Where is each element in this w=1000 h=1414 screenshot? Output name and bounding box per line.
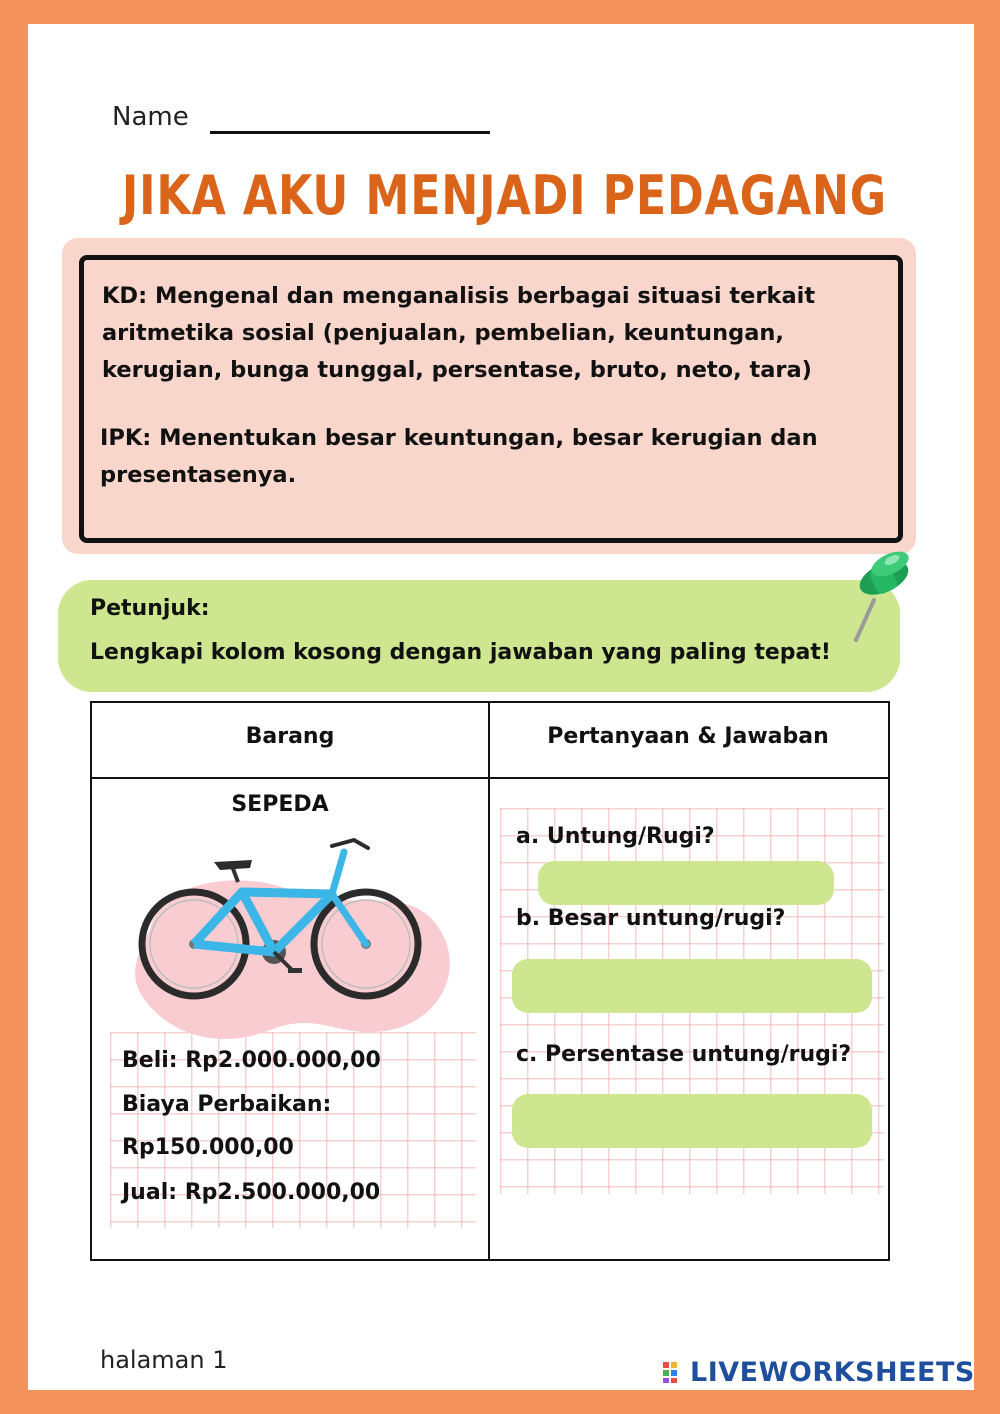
question-c: c. Persentase untung/rugi? (516, 1042, 852, 1067)
worksheet-page (28, 24, 974, 1390)
question-a: a. Untung/Rugi? (516, 824, 715, 849)
name-label: Name (112, 102, 189, 132)
repair-cost-value: Rp150.000,00 (122, 1135, 294, 1160)
page-title: JIKA AKU MENJADI PEDAGANG (121, 164, 887, 227)
liveworksheets-brand[interactable] (662, 1350, 996, 1394)
purchase-price: Beli: Rp2.000.000,00 (122, 1048, 381, 1073)
liveworksheets-logo-icon (662, 1360, 686, 1384)
table-header-divider (90, 777, 888, 779)
selling-price: Jual: Rp2.500.000,00 (122, 1180, 381, 1205)
pushpin-icon (840, 548, 920, 648)
instructions-title: Petunjuk: (90, 596, 210, 621)
question-b: b. Besar untung/rugi? (516, 906, 786, 931)
kd-text: KD: Mengenal dan menganalisis berbagai situasi terkait aritmetika sosial (penjualan, pembelian, keuntungan, kerugian, bunga tunggal, persentase, bruto, neto, tara) (102, 283, 816, 383)
column-header-qa: Pertanyaan & Jawaban (547, 724, 829, 749)
bicycle-image (132, 822, 432, 1012)
brand-text: LIVEWORKSHEETS (690, 1356, 975, 1388)
column-header-item: Barang (245, 724, 335, 749)
item-name: SEPEDA (231, 792, 329, 817)
page-number: halaman 1 (100, 1346, 228, 1374)
repair-cost-label: Biaya Perbaikan: (122, 1092, 332, 1117)
instructions-text: Lengkapi kolom kosong dengan jawaban yang paling tepat! (90, 640, 831, 665)
answer-field-b[interactable] (512, 959, 872, 1013)
ipk-text: IPK: Menentukan besar keuntungan, besar kerugian dan presentasenya. (100, 425, 818, 488)
name-underline (210, 131, 490, 134)
answer-field-a[interactable] (538, 861, 834, 905)
table-column-divider (488, 701, 490, 1259)
answer-field-c[interactable] (512, 1094, 872, 1148)
